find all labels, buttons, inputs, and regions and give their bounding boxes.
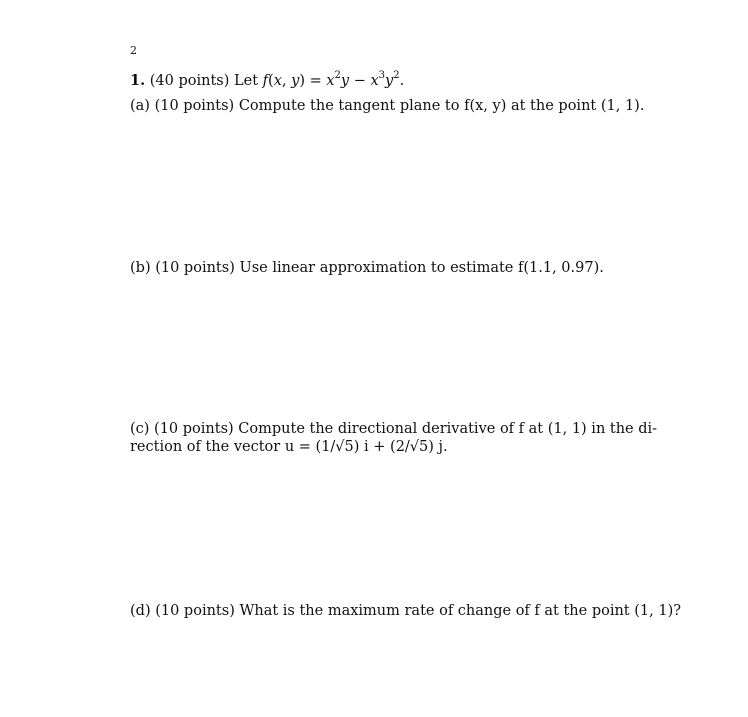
- problem-number: 1.: [130, 72, 146, 89]
- part-b: [130, 259, 604, 277]
- part-c-text-line2: rection of the vector: [130, 439, 281, 455]
- problem-intro: Let: [234, 73, 259, 89]
- part-c-text-line1: Compute the directional derivative of f at (1, 1) in the di-: [238, 421, 658, 437]
- part-b-points: (10 points): [155, 260, 235, 276]
- part-a: [130, 97, 644, 115]
- part-d-points: (10 points): [155, 603, 235, 619]
- problem-function: f(x, $y) = x^2y - x^3y^2$.: [262, 70, 405, 89]
- part-a-label: (a): [130, 98, 150, 114]
- part-c-line2: [130, 438, 448, 456]
- part-c-line1: [130, 420, 657, 438]
- part-b-text: Use linear approximation to estimate f(1.1, 0.97).: [239, 260, 604, 276]
- part-b-label: (b): [130, 260, 151, 276]
- part-d-text: What is the maximum rate of change of f at the point (1, 1)?: [239, 603, 682, 619]
- part-c-label: (c): [130, 421, 150, 437]
- part-d: [130, 602, 681, 620]
- problem-header: [130, 72, 404, 90]
- part-a-text: Compute the tangent plane to f(x, y) at the point (1, 1).: [238, 98, 645, 114]
- page-number: 2: [130, 44, 137, 57]
- part-a-points: (10 points): [154, 98, 235, 114]
- part-c-vector: u = (1/√5) i + (2/√5) j.: [284, 439, 448, 455]
- part-c-points: (10 points): [154, 421, 234, 437]
- problem-points: (40 points): [149, 73, 230, 89]
- part-d-label: (d): [130, 603, 151, 619]
